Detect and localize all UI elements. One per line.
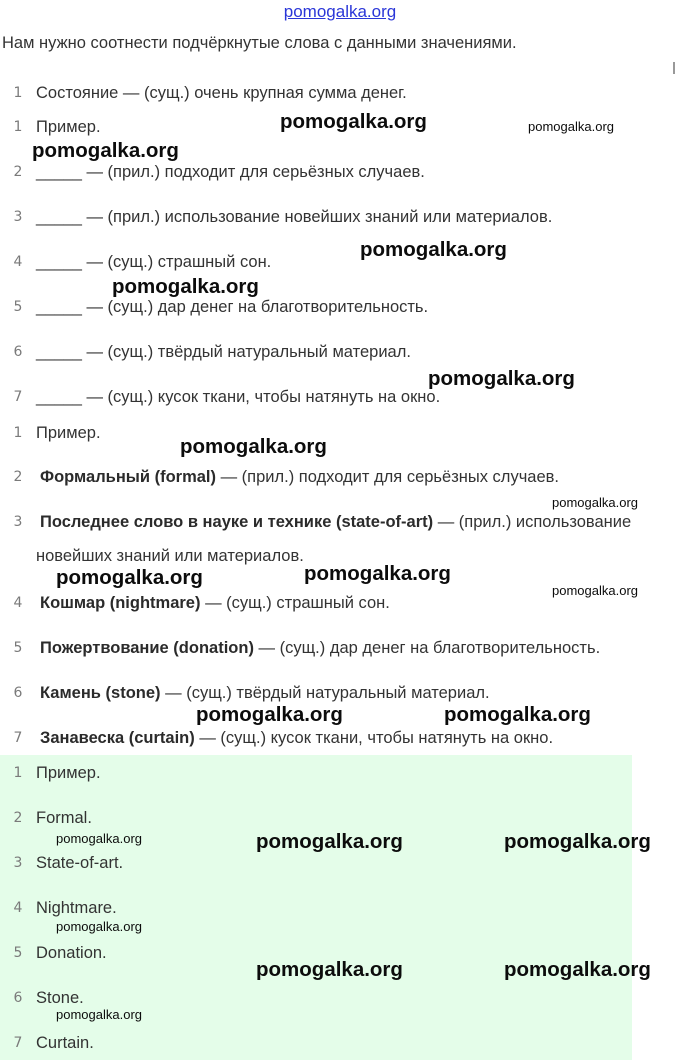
item-text: Состояние — (сущ.) очень крупная сумма денег. xyxy=(36,83,407,102)
solution-item xyxy=(0,589,390,617)
watermark: pomogalka.org xyxy=(256,830,403,853)
item-text: _____ — (сущ.) твёрдый натуральный материал. xyxy=(36,342,411,361)
answer-item xyxy=(0,1029,94,1057)
item-definition: — (сущ.) твёрдый натуральный материал. xyxy=(160,683,490,702)
item-text xyxy=(36,594,390,613)
task-item xyxy=(0,203,552,231)
item-text-continued: новейших знаний или материалов. xyxy=(36,547,304,565)
watermark: pomogalka.org xyxy=(528,119,614,134)
watermark: pomogalka.org xyxy=(196,703,343,726)
item-text: State-of-art. xyxy=(36,853,124,872)
task-item xyxy=(0,248,271,276)
item-number: 3 xyxy=(13,855,23,871)
item-number: 7 xyxy=(13,730,23,746)
matched-word: Последнее слово в науке и технике (state-of-art) xyxy=(40,512,434,531)
item-number: 1 xyxy=(13,425,23,441)
item-number: 1 xyxy=(13,119,23,135)
item-number: 5 xyxy=(13,299,23,315)
solution-item xyxy=(0,634,600,662)
watermark: pomogalka.org xyxy=(360,238,507,261)
task-item xyxy=(0,383,440,411)
item-text: Nightmare. xyxy=(36,898,117,917)
item-definition: — (прил.) использование xyxy=(433,512,632,531)
item-number: 6 xyxy=(13,990,23,1006)
watermark: pomogalka.org xyxy=(256,958,403,981)
item-text: Пример. xyxy=(36,763,101,782)
watermark: pomogalka.org xyxy=(444,703,591,726)
item-number: 3 xyxy=(13,209,23,225)
watermark: pomogalka.org xyxy=(552,583,638,598)
item-text xyxy=(36,513,631,532)
intro-text: Нам нужно соотнести подчёркнутые слова с данными значениями. xyxy=(2,34,517,52)
solution-item xyxy=(0,419,101,447)
item-text: Donation. xyxy=(36,943,107,962)
item-text: _____ — (прил.) подходит для серьёзных случаев. xyxy=(36,162,425,181)
matched-word: Формальный (formal) xyxy=(40,467,217,486)
watermark: pomogalka.org xyxy=(112,275,259,298)
watermark: pomogalka.org xyxy=(552,495,638,510)
task-item xyxy=(0,79,407,107)
item-number: 1 xyxy=(13,85,23,101)
item-definition: — (сущ.) кусок ткани, чтобы натянуть на окно. xyxy=(194,728,554,747)
watermark: pomogalka.org xyxy=(304,562,451,585)
item-number: 4 xyxy=(13,254,23,270)
item-definition: — (прил.) подходит для серьёзных случаев. xyxy=(216,467,559,486)
item-number: 7 xyxy=(13,1035,23,1051)
item-text: _____ — (прил.) использование новейших знаний или материалов. xyxy=(36,207,553,226)
item-definition: — (сущ.) дар денег на благотворительность. xyxy=(253,638,601,657)
answer-item xyxy=(0,759,101,787)
item-number: 2 xyxy=(13,164,23,180)
answer-item xyxy=(0,894,117,922)
solution-item xyxy=(0,463,559,491)
watermark: pomogalka.org xyxy=(504,830,651,853)
item-number: 1 xyxy=(13,765,23,781)
matched-word: Камень (stone) xyxy=(40,683,161,702)
solution-item xyxy=(0,724,553,752)
task-item xyxy=(0,338,411,366)
item-text: _____ — (сущ.) дар денег на благотворительность. xyxy=(36,297,429,316)
scroll-indicator[interactable] xyxy=(673,62,675,74)
item-text xyxy=(36,684,490,703)
item-number: 6 xyxy=(13,344,23,360)
item-definition: — (сущ.) страшный сон. xyxy=(200,593,390,612)
item-number: 5 xyxy=(13,945,23,961)
answer-item xyxy=(0,939,107,967)
matched-word: Занавеска (curtain) xyxy=(40,728,195,747)
item-text: Stone. xyxy=(36,988,84,1007)
item-number: 4 xyxy=(13,595,23,611)
solution-item xyxy=(0,508,631,536)
site-link[interactable]: pomogalka.org xyxy=(283,2,397,21)
item-text: Пример. xyxy=(36,117,101,136)
watermark: pomogalka.org xyxy=(32,139,179,162)
item-text: Curtain. xyxy=(36,1033,94,1052)
watermark: pomogalka.org xyxy=(56,919,142,934)
item-number: 2 xyxy=(13,810,23,826)
answer-item xyxy=(0,849,123,877)
watermark: pomogalka.org xyxy=(504,958,651,981)
item-number: 6 xyxy=(13,685,23,701)
answer-item xyxy=(0,804,92,832)
item-text: _____ — (сущ.) кусок ткани, чтобы натянуть на окно. xyxy=(36,387,441,406)
item-number: 7 xyxy=(13,389,23,405)
watermark: pomogalka.org xyxy=(56,831,142,846)
watermark: pomogalka.org xyxy=(428,367,575,390)
item-text: Formal. xyxy=(36,808,92,827)
task-item xyxy=(0,113,101,141)
item-text: Пример. xyxy=(36,423,101,442)
item-number: 3 xyxy=(13,514,23,530)
item-text: _____ — (сущ.) страшный сон. xyxy=(36,252,272,271)
matched-word: Пожертвование (donation) xyxy=(40,638,254,657)
item-number: 4 xyxy=(13,900,23,916)
watermark: pomogalka.org xyxy=(56,1007,142,1022)
item-text xyxy=(36,729,553,748)
watermark: pomogalka.org xyxy=(280,110,427,133)
item-number: 5 xyxy=(13,640,23,656)
watermark: pomogalka.org xyxy=(180,435,327,458)
item-text xyxy=(36,468,559,487)
watermark: pomogalka.org xyxy=(56,566,203,589)
matched-word: Кошмар (nightmare) xyxy=(40,593,201,612)
item-text xyxy=(36,639,600,658)
item-number: 2 xyxy=(13,469,23,485)
